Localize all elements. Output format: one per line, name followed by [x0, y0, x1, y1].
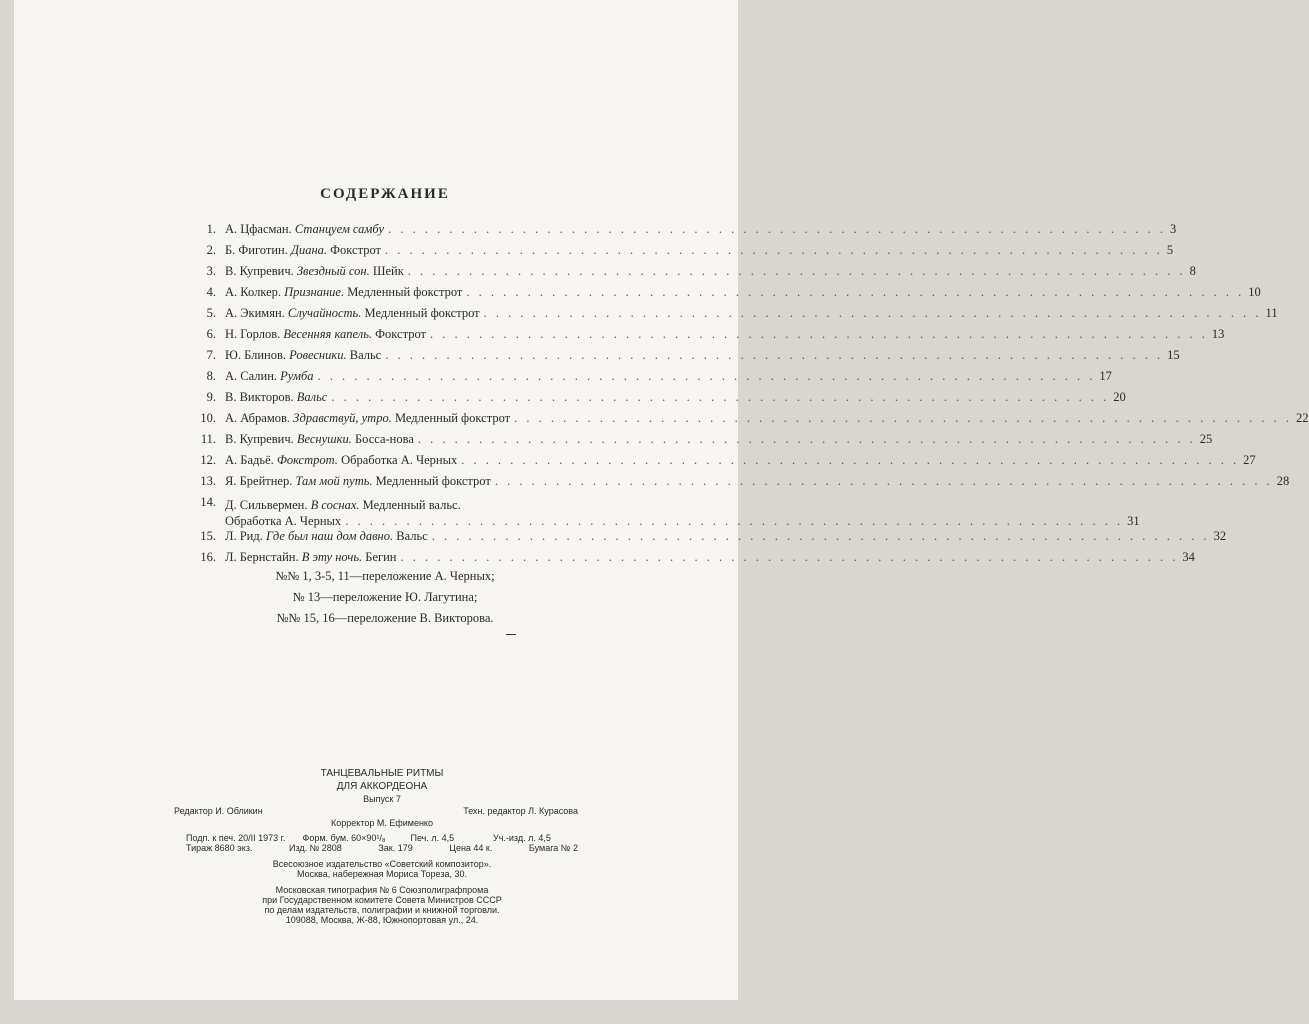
publisher-address: Москва, набережная Мориса Тореза, 30.	[297, 869, 467, 879]
toc-row: 5. А. Экимян. Случайность. Медленный фокстрот . . . 11	[186, 306, 578, 327]
ink-mark	[506, 634, 516, 635]
toc-row: 8. А. Салин. Румба . . . 17	[186, 369, 578, 390]
toc-row: 6. Н. Горлов. Весенняя капель. Фокстрот . . . 13	[186, 327, 578, 348]
printer: Московская типография № 6 Союзполиграфпрома	[275, 885, 489, 895]
toc-row: 15. Л. Рид. Где был наш дом давно. Вальс . . . 32	[186, 529, 578, 550]
toc-row: 11. В. Купревич. Веснушки. Босса-нова . . . 25	[186, 432, 578, 453]
printer-line: при Государственном комитете Совета Министров СССР	[262, 895, 502, 905]
print-specs-2: Тираж 8680 экз. Изд. № 2808 Зак. 179 Цена 44 к. Бумага № 2	[186, 843, 578, 853]
toc-row: 7. Ю. Блинов. Ровесники. Вальс . . . 15	[186, 348, 578, 369]
issue-number: Выпуск 7	[363, 794, 401, 804]
note-line: № 13—переложение Ю. Лагутина;	[292, 590, 478, 604]
printer-line: по делам издательств, полиграфии и книжной торговли.	[264, 905, 500, 915]
series-subtitle: ДЛЯ АККОРДЕОНА	[336, 781, 428, 792]
page-title: СОДЕРЖАНИЕ	[320, 186, 450, 202]
toc-row: 3. В. Купревич. Звездный сон. Шейк . . . 8	[186, 264, 578, 285]
toc-row: 4. А. Колкер. Признание. Медленный фокстрот . . . 10	[186, 285, 578, 306]
tech-editor: Техн. редактор Л. Курасова	[463, 806, 578, 816]
series-title: ТАНЦЕВАЛЬНЫЕ РИТМЫ	[320, 768, 444, 779]
toc-row: 12. А. Бадьё. Фокстрот. Обработка А. Черных . . . 27	[186, 453, 578, 474]
printer-address: 109088, Москва, Ж-88, Южнопортовая ул., 24.	[285, 915, 479, 925]
publisher: Всесоюзное издательство «Советский композитор».	[272, 859, 492, 869]
toc-row: 13. Я. Брейтнер. Там мой путь. Медленный фокстрот . . . 28	[186, 474, 578, 495]
toc-row: 2. Б. Фиготин. Диана. Фокстрот . . . 5	[186, 243, 578, 264]
colophon	[174, 768, 578, 925]
toc-row: 9. В. Викторов. Вальс . . . 20	[186, 390, 578, 411]
note-line: №№ 1, 3-5, 11—переложение А. Черных;	[275, 569, 495, 583]
note-line: №№ 15, 16—переложение В. Викторова.	[276, 611, 494, 625]
table-of-contents	[186, 222, 1309, 571]
print-specs-1: Подп. к печ. 20/II 1973 г. Форм. бум. 60×90¹/₈ Печ. л. 4,5 Уч.-изд. л. 4,5	[186, 833, 551, 843]
toc-row: 1. А. Цфасман. Станцуем самбу . . . 3	[186, 222, 578, 243]
arrangement-notes	[0, 566, 770, 629]
editor: Редактор И. Обликин	[174, 806, 263, 816]
toc-row: 10. А. Абрамов. Здравствуй, утро. Медленный фокстрот . . . 22	[186, 411, 578, 432]
toc-row: 14. Д. Сильвермен. В соснах. Медленный вальс. Обработка А. Черных . . . 31	[186, 495, 578, 529]
corrector: Корректор М. Ефименко	[331, 818, 433, 828]
toc-row: 16. Л. Бернстайн. В эту ночь. Бегин . . . 34	[186, 550, 578, 571]
